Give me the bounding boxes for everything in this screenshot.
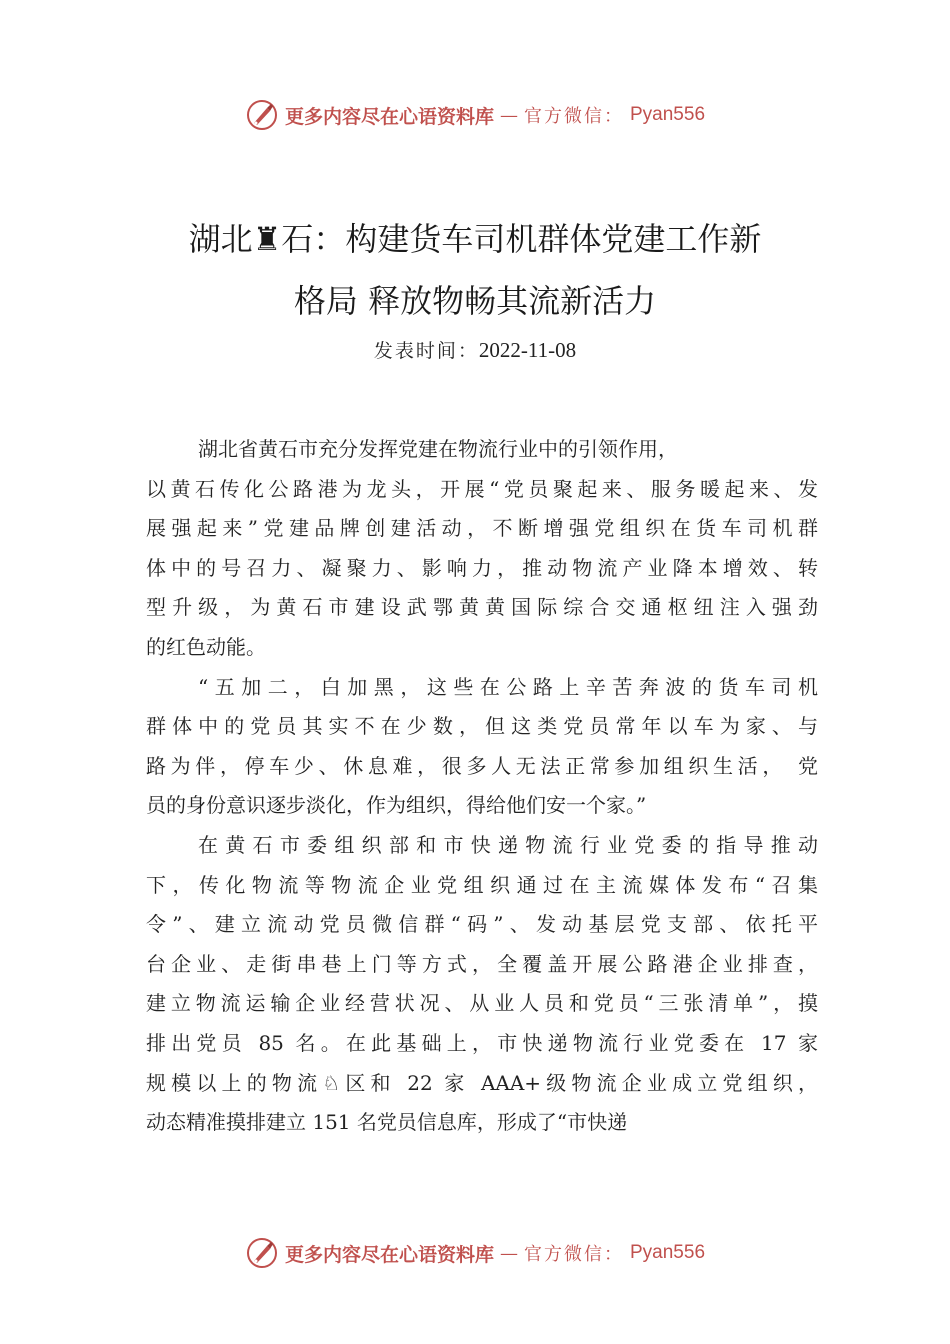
footer-banner: [0, 1233, 950, 1273]
title-line-2: 格局 释放物畅其流新活力: [293, 282, 657, 320]
banner-content: [245, 98, 705, 132]
paragraph-2-line: 路为伴，停车少、休息难，很多人无法正常参加组织生活， 党: [146, 753, 818, 778]
paragraph-3-line: 建立物流运输企业经营状况、从业人员和党员“三张清单”，摸: [146, 991, 818, 1016]
banner-sub-text: 官方微信：: [524, 1244, 624, 1265]
banner-content: [245, 1236, 705, 1270]
paragraph-1-line: 湖北省黄石市充分发挥党建在物流行业中的引领作用，: [198, 437, 678, 461]
paragraph-1-line: 型升级，为黄石市建设武鄂黄黄国际综合交通枢纽注入强劲: [146, 595, 818, 620]
header-banner: [0, 95, 950, 135]
banner-main-text: 更多内容尽在心语资料库: [284, 105, 494, 128]
paragraph-2-line: “五加二，白加黑，这些在公路上辛苦奔波的货车司机: [198, 674, 818, 699]
paragraph-3-line: 在黄石市委组织部和市快递物流行业党委的指导推动: [198, 832, 818, 857]
publish-date: [0, 336, 950, 363]
article-title: [140, 208, 810, 332]
paragraph-3-line: 动态精准摸排建立 151 名党员信息库，形成了“市快递: [146, 1110, 628, 1135]
paragraph-3-line: 令”、建立流动党员微信群“码”、发动基层党支部、依托平: [146, 912, 818, 937]
paragraph-1-line: 体中的号召力、凝聚力、影响力，推动物流产业降本增效、转: [146, 555, 818, 580]
paragraph-3-line: 规模以上的物流♘区和 22 家 AAA+级物流企业成立党组织，: [146, 1070, 818, 1095]
paragraph-1-line: 展强起来”党建品牌创建活动，不断增强党组织在货车司机群: [146, 516, 818, 541]
banner-wechat-id: Pyan556: [630, 104, 706, 125]
title-line-1: 湖北♜石：构建货车司机群体党建工作新: [188, 220, 762, 258]
paragraph-3-line: 下，传化物流等物流企业党组织通过在主流媒体发布“召集: [146, 872, 818, 897]
banner-separator: —: [500, 1242, 518, 1264]
paragraph-1-line: 以黄石传化公路港为龙头，开展“党员聚起来、服务暖起来、发: [146, 476, 818, 501]
fountain-pen-logo-icon: [245, 1236, 279, 1270]
date-label: 发表时间：: [373, 340, 479, 362]
article-body: [146, 430, 818, 1143]
banner-wechat-id: Pyan556: [630, 1242, 706, 1263]
paragraph-1-line: 的红色动能。: [146, 634, 266, 659]
fountain-pen-logo-icon: [245, 98, 279, 132]
paragraph-2-line: 员的身份意识逐步淡化，作为组织，得给他们安一个家。”: [146, 793, 647, 818]
date-value: 2022-11-08: [478, 338, 577, 362]
paragraph-3-line: 台企业、走街串巷上门等方式，全覆盖开展公路港企业排查，: [146, 951, 818, 976]
banner-main-text: 更多内容尽在心语资料库: [284, 1243, 494, 1266]
banner-sub-text: 官方微信：: [524, 106, 624, 127]
paragraph-2-line: 群体中的党员其实不在少数，但这类党员常年以车为家、与: [146, 714, 818, 739]
paragraph-3-line: 排出党员 85 名。在此基础上，市快递物流行业党委在 17 家: [146, 1030, 818, 1055]
banner-separator: —: [500, 104, 518, 126]
